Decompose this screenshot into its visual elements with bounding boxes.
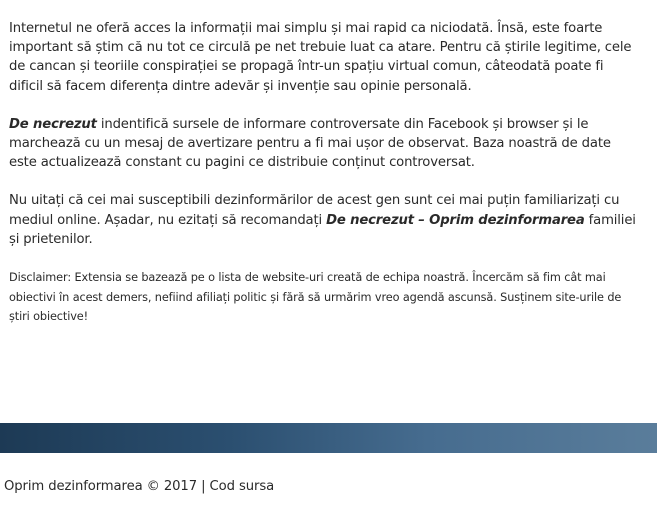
brand-name: De necrezut xyxy=(9,116,97,132)
description-paragraph xyxy=(9,115,641,173)
description-text: indentifică sursele de informare controversate din Facebook și browser și le marchează cu un mesaj de avertizare pentru a fi mai ușor de observat. Baza noastră de date este actualizează constant cu pagini ce distribuie conținut controversat. xyxy=(9,116,611,171)
footer-separator: | xyxy=(197,479,210,494)
brand-full-name: De necrezut – Oprim dezinformarea xyxy=(326,212,585,228)
footer xyxy=(4,478,274,496)
main-content xyxy=(9,19,641,327)
recommendation-text-before: Nu uitați că cei mai susceptibili dezinformărilor de acest gen sunt cei mai puțin familiarizați cu mediul online. Așadar, nu ezitați să recomandați xyxy=(9,193,620,228)
footer-banner xyxy=(0,423,657,453)
source-code-link[interactable]: Cod sursa xyxy=(209,479,275,494)
recommendation-paragraph xyxy=(9,191,641,249)
recommendation-text-after: familiei și prietenilor. xyxy=(9,212,636,247)
disclaimer-text: Disclaimer: Extensia se bazează pe o lista de website-uri creată de echipa noastră. Încercăm să fim cât mai obiectivi în acest demers, nefiind afiliați politic și fără să urmărim vreo agendă ascunsă. Susținem site-urile de știri obiective! xyxy=(9,271,622,324)
intro-paragraph: Internetul ne oferă acces la informații mai simplu și mai rapid ca niciodată. Însă, este foarte important să știm că nu tot ce circulă pe net trebuie luat ca atare. Pentru că știrile legitime, cele de cancan și teoriile conspirației se propagă într-un spațiu virtual comun, câteodată poate fi dificil să facem diferența dintre adevăr și invenție sau opinie personală. xyxy=(9,21,632,94)
footer-copyright: Oprim dezinformarea © 2017 xyxy=(4,479,197,494)
